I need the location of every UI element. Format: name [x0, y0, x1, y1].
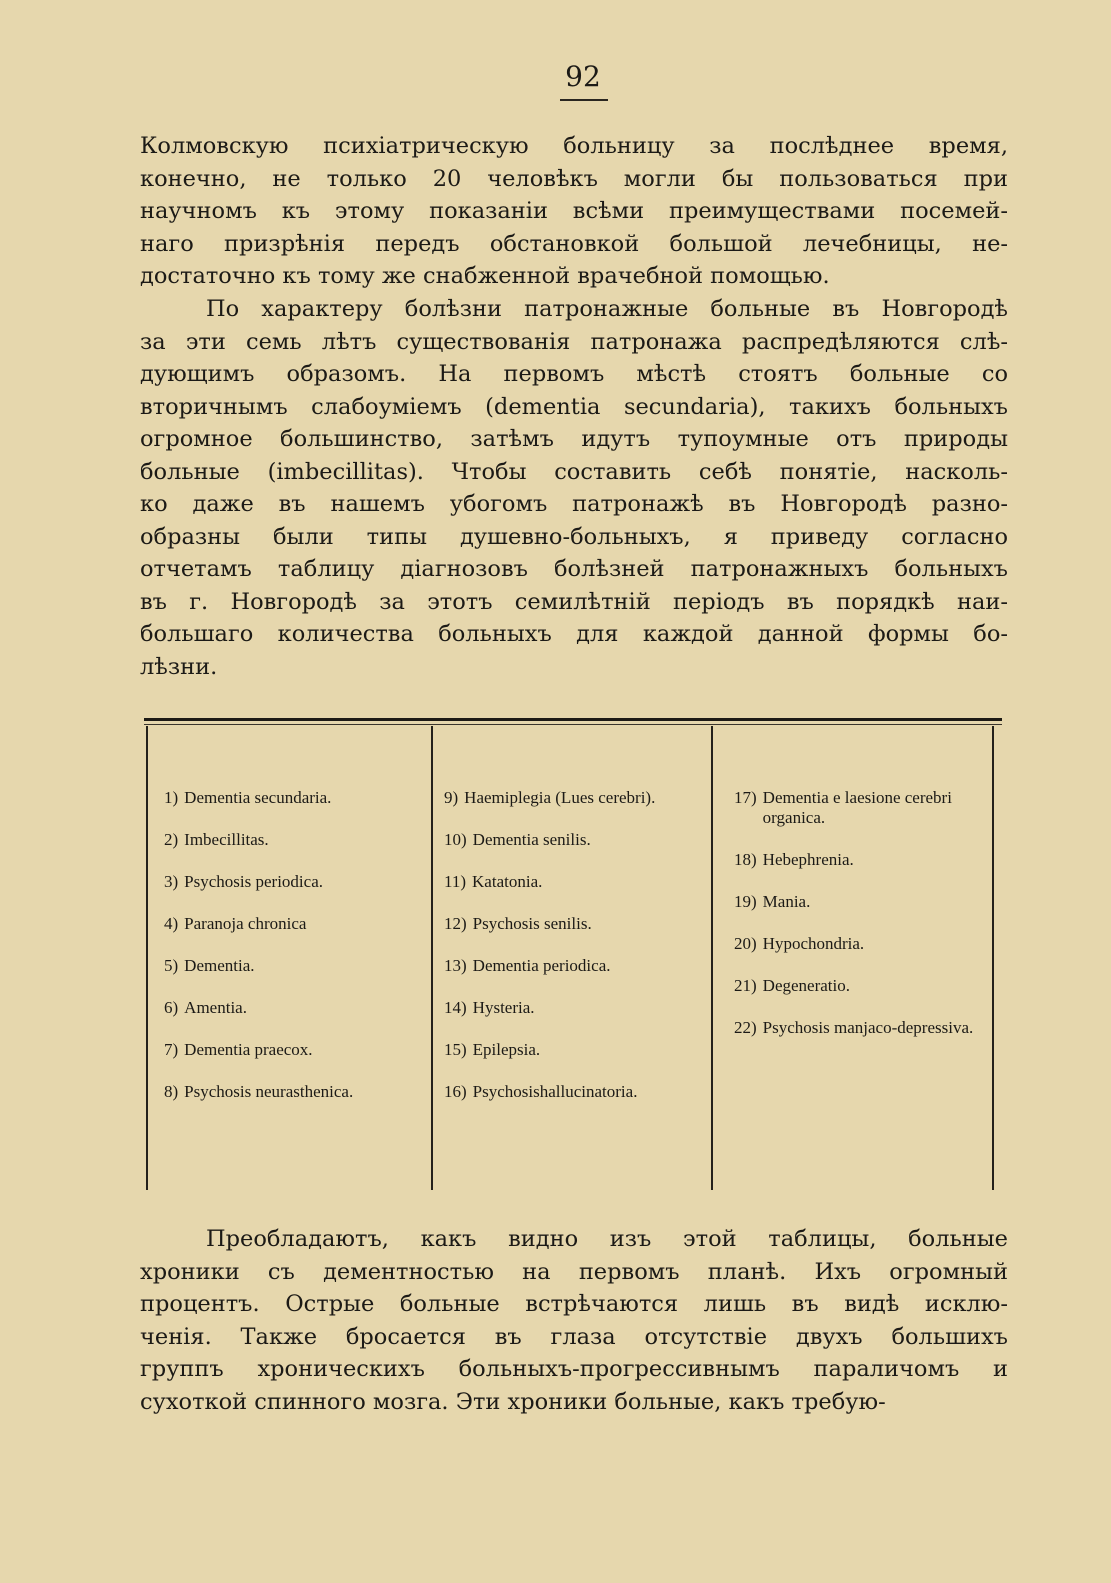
- entry-number: 15): [444, 1040, 467, 1059]
- text-line: достаточно къ тому же снабженной врачебной помощью.: [140, 263, 830, 289]
- table-entry: [444, 998, 714, 1018]
- entry-diagnosis: Mania.: [762, 892, 811, 911]
- table-entry: [164, 1082, 434, 1102]
- entry-number: 8): [164, 1082, 179, 1101]
- text-line: больные (imbecillitas). Чтобы составить себѣ понятіе, насколь-: [140, 458, 1008, 485]
- table-left-border: [146, 726, 148, 1190]
- entry-diagnosis: Dementia praecox.: [184, 1040, 313, 1059]
- page-number: 92: [565, 60, 601, 93]
- entry-number: 22): [734, 1018, 757, 1037]
- text-line: ченія. Также бросается въ глаза отсутствіе двухъ большихъ: [140, 1323, 1008, 1350]
- entry-number: 14): [444, 998, 467, 1017]
- page-number-rule: [560, 99, 608, 101]
- entry-number: 11): [444, 872, 467, 891]
- text-line: По характеру болѣзни патронажные больные въ Новгородѣ: [206, 296, 1008, 322]
- table-right-border: [992, 726, 994, 1190]
- table-entry: [444, 956, 714, 976]
- entry-diagnosis: Dementia periodica.: [472, 956, 611, 975]
- table-entry: [734, 892, 984, 912]
- entry-number: 10): [444, 830, 467, 849]
- entry-number: 5): [164, 956, 179, 975]
- entry-diagnosis: Paranoja chronica: [184, 914, 307, 933]
- text-line: ко даже въ нашемъ убогомъ патронажѣ въ Новгородѣ разно-: [140, 491, 1008, 517]
- text-line: за эти семь лѣтъ существованія патронажа распредѣляются слѣ-: [140, 328, 1008, 355]
- entry-number: 17): [734, 788, 757, 807]
- table-top-rule: [144, 718, 1002, 721]
- entry-number: 6): [164, 998, 179, 1017]
- table-entry: [734, 1018, 984, 1038]
- entry-diagnosis: Degeneratio.: [762, 976, 850, 995]
- entry-diagnosis: Imbecillitas.: [184, 830, 269, 849]
- text-line: большаго количества больныхъ для каждой данной формы бо-: [140, 621, 1008, 647]
- entry-number: 3): [164, 872, 179, 891]
- table-entry: [164, 998, 434, 1018]
- text-line: отчетамъ таблицу діагнозовъ болѣзней патронажныхъ больныхъ: [140, 556, 1008, 582]
- paragraph-2: [140, 293, 1008, 683]
- table-entry: [164, 830, 434, 850]
- text-line: въ г. Новгородѣ за этотъ семилѣтній періодъ въ порядкѣ наи-: [140, 588, 1008, 615]
- table-entry: [444, 872, 714, 892]
- entry-diagnosis: Dementia.: [184, 956, 255, 975]
- entry-number: 16): [444, 1082, 467, 1101]
- entry-diagnosis: Psychosis manjaco-depressiva.: [762, 1018, 974, 1037]
- table-entry: [444, 830, 714, 850]
- entry-diagnosis: Psychosis neurasthenica.: [184, 1082, 354, 1101]
- entry-diagnosis: Hebephrenia.: [762, 850, 854, 869]
- entry-diagnosis: Katatonia.: [472, 872, 543, 891]
- table-entry: [734, 850, 984, 870]
- diagnosis-table: [144, 718, 1004, 1192]
- text-line: образны были типы душевно-больныхъ, я приведу согласно: [140, 523, 1008, 550]
- entry-number: 20): [734, 934, 757, 953]
- entry-diagnosis: Psychosis senilis.: [472, 914, 592, 933]
- table-entry: [164, 872, 434, 892]
- text-line: научномъ къ этому показаніи всѣми преимуществами посемей-: [140, 198, 1008, 224]
- entry-number: 2): [164, 830, 179, 849]
- entry-diagnosis: Epilepsia.: [472, 1040, 541, 1059]
- text-line: сухоткой спинного мозга. Эти хроники больные, какъ требую-: [140, 1388, 886, 1415]
- entry-diagnosis: Psychosis periodica.: [184, 872, 323, 891]
- text-line: Колмовскую психіатрическую больницу за послѣднее время,: [140, 133, 1008, 159]
- entry-number: 13): [444, 956, 467, 975]
- text-line: лѣзни.: [140, 653, 218, 680]
- text-line: огромное большинство, затѣмъ идутъ тупоумные отъ природы: [140, 426, 1008, 452]
- entry-diagnosis: Dementia e laesione cerebri organica.: [762, 788, 952, 827]
- entry-number: 12): [444, 914, 467, 933]
- entry-diagnosis: Hypochondria.: [762, 934, 865, 953]
- entry-number: 4): [164, 914, 179, 933]
- entry-number: 21): [734, 976, 757, 995]
- entry-diagnosis: Dementia senilis.: [472, 830, 591, 849]
- entry-diagnosis: Haemiplegia (Lues cerebri).: [464, 788, 656, 807]
- paragraph-1: [140, 130, 1008, 293]
- entry-number: 1): [164, 788, 179, 807]
- entry-diagnosis: Dementia secundaria.: [184, 788, 332, 807]
- table-entry: [444, 788, 714, 808]
- text-line: процентъ. Острые больные встрѣчаются лишь въ видѣ исклю-: [140, 1291, 1008, 1317]
- entry-diagnosis: Amentia.: [184, 998, 247, 1017]
- entry-diagnosis: Hysteria.: [472, 998, 535, 1017]
- table-entry: [164, 956, 434, 976]
- table-entry: [444, 1040, 714, 1060]
- table-entry: [734, 976, 984, 996]
- text-line: конечно, не только 20 человѣкъ могли бы пользоваться при: [140, 165, 1008, 192]
- text-line: дующимъ образомъ. На первомъ мѣстѣ стоятъ больные со: [140, 361, 1008, 387]
- entry-number: 18): [734, 850, 757, 869]
- entry-number: 19): [734, 892, 757, 911]
- text-line: наго призрѣнія передъ обстановкой большой лечебницы, не-: [140, 230, 1008, 257]
- table-top-rule-thin: [144, 724, 1002, 725]
- entry-number: 9): [444, 788, 459, 807]
- table-entry: [164, 914, 434, 934]
- table-entry: [734, 934, 984, 954]
- entry-number: 7): [164, 1040, 179, 1059]
- text-line: хроники съ дементностью на первомъ планѣ. Ихъ огромный: [140, 1258, 1008, 1285]
- entry-diagnosis: Psychosishallucinatoria.: [472, 1082, 638, 1101]
- text-line: Преобладаютъ, какъ видно изъ этой таблицы, больные: [206, 1226, 1008, 1252]
- table-column-3: [734, 788, 984, 1060]
- table-column-1: [164, 788, 434, 1124]
- table-entry: [164, 1040, 434, 1060]
- text-line: вторичнымъ слабоуміемъ (dementia secundaria), такихъ больныхъ: [140, 393, 1008, 420]
- table-entry: [444, 1082, 714, 1102]
- table-entry: [164, 788, 434, 808]
- text-line: группъ хроническихъ больныхъ-прогрессивнымъ параличомъ и: [140, 1356, 1008, 1382]
- table-column-2: [444, 788, 714, 1124]
- paragraph-3: [140, 1223, 1008, 1418]
- table-entry: [734, 788, 984, 828]
- table-entry: [444, 914, 714, 934]
